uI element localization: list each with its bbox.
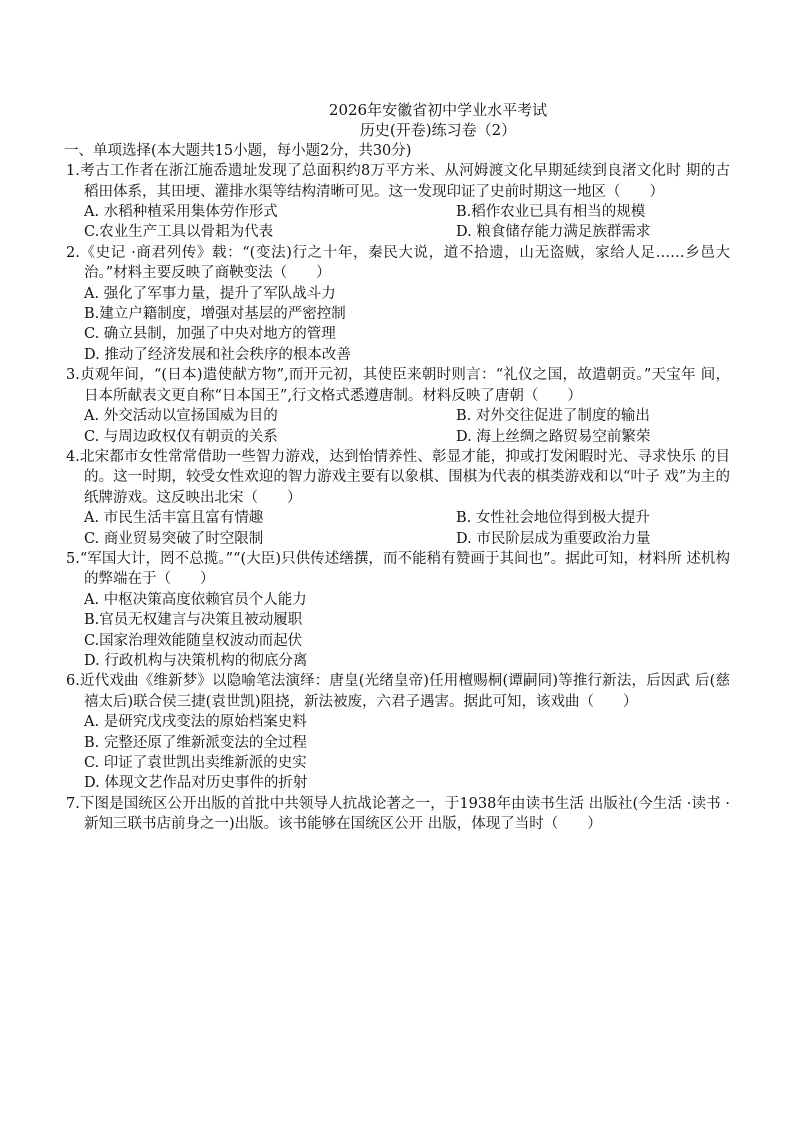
option-group <box>66 712 730 794</box>
option-b[interactable]: B. 女性社会地位得到极大提升 <box>456 510 650 527</box>
option-b[interactable]: B.稻作农业已具有相当的规模 <box>456 204 646 221</box>
exam-subtitle: 历史(开卷)练习卷（2） <box>359 121 517 140</box>
option-c[interactable]: C.农业生产工具以骨耜为代表 <box>84 224 274 241</box>
question-stem: 6.近代戏曲《维新梦》以隐喻笔法演绎：唐皇(光绪皇帝)任用檀赐桐(谭嗣同)等推行新法，后因武 后(慈禧太后)联合侯三捷(袁世凯)阻挠，新法被废，六君子遇害。据此可知，该戏曲（ ） <box>66 673 730 710</box>
question-stem: 3.贞观年间，“(日本)遣使献方物”,而开元初，其使臣来朝时则言：“礼仪之国，故遣朝贡。”天宝年 间，日本所献表文更自称“日本国王”,行文格式悉遵唐制。材料反映了唐朝（ ） <box>66 367 730 404</box>
option-group <box>66 284 730 366</box>
option-d[interactable]: D. 推动了经济发展和社会秩序的根本改善 <box>84 346 351 363</box>
option-group <box>66 202 730 243</box>
option-d[interactable]: D. 市民阶层成为重要政治力量 <box>456 530 651 547</box>
option-d[interactable]: D. 体现文艺作品对历史事件的折射 <box>84 775 308 792</box>
section-title: 一、单项选择(本大题共15小题，每小题2分，共30分) <box>64 142 412 159</box>
option-b[interactable]: B. 完整还原了维新派变法的全过程 <box>84 734 307 751</box>
question-2 <box>66 243 730 365</box>
option-a[interactable]: A. 外交活动以宣扬国威为目的 <box>84 408 278 425</box>
option-group <box>66 590 730 672</box>
question-stem: 2.《史记 ·商君列传》载：“(变法)行之十年，秦民大说，道不拾遗，山无盗贼，家给人足……乡邑大 治。”材料主要反映了商鞅变法（ ） <box>66 244 730 282</box>
question-stem: 1.考古工作者在浙江施岙遗址发现了总面积约8万平方米、从河姆渡文化早期延续到良渚文化时 期的古稻田体系，其田埂、灌排水渠等结构清晰可见。这一发现印证了史前时期这一地区（ ） <box>66 163 730 200</box>
option-group <box>66 406 730 447</box>
option-b[interactable]: B.官员无权建言与决策且被动履职 <box>84 612 303 629</box>
option-c[interactable]: C. 商业贸易突破了时空限制 <box>84 530 264 547</box>
exam-page <box>66 100 730 835</box>
option-d[interactable]: D. 海上丝绸之路贸易空前繁荣 <box>456 428 651 445</box>
option-a[interactable]: A. 是研究戊戌变法的原始档案史料 <box>84 714 307 731</box>
option-a[interactable]: A. 水稻种植采用集体劳作形式 <box>84 204 278 221</box>
option-c[interactable]: C. 确立县制，加强了中央对地方的管理 <box>84 326 336 343</box>
option-c[interactable]: C.国家治理效能随皇权波动而起伏 <box>84 632 303 649</box>
option-d[interactable]: D. 行政机构与决策机构的彻底分离 <box>84 652 308 669</box>
question-6 <box>66 671 730 793</box>
option-d[interactable]: D. 粮食储存能力满足族群需求 <box>456 224 651 241</box>
option-b[interactable]: B.建立户籍制度，增强对基层的严密控制 <box>84 306 346 323</box>
question-5 <box>66 549 730 671</box>
option-a[interactable]: A. 市民生活丰富且富有情趣 <box>84 510 264 527</box>
exam-title: 2026年安徽省初中学业水平考试 <box>328 101 548 119</box>
question-3 <box>66 365 730 447</box>
question-stem: 4.北宋都市女性常常借助一些智力游戏，达到怡情养性、彰显才能，抑或打发闲暇时光、寻求快乐 的目的。这一时期，较受女性欢迎的智力游戏主要有以象棋、围棋为代表的棋类游戏和以“叶子 戏”为主的纸牌游戏。这反映出北宋（ ） <box>66 448 730 506</box>
option-group <box>66 508 730 549</box>
option-b[interactable]: B. 对外交往促进了制度的输出 <box>456 408 650 425</box>
option-a[interactable]: A. 强化了军事力量，提升了军队战斗力 <box>84 285 336 302</box>
question-4 <box>66 447 730 549</box>
question-7 <box>66 794 730 835</box>
question-stem: 7.下图是国统区公开出版的首批中共领导人抗战论著之一，于1938年由读书生活 出版社(今生活 ·读书 ·新知三联书店前身之一)出版。该书能够在国统区公开 出版，体现了当时（ ） <box>66 795 730 833</box>
option-c[interactable]: C. 与周边政权仅有朝贡的关系 <box>84 428 278 445</box>
question-1 <box>66 161 730 243</box>
option-c[interactable]: C. 印证了袁世凯出卖维新派的史实 <box>84 755 307 771</box>
option-a[interactable]: A. 中枢决策高度依赖官员个人能力 <box>84 591 307 608</box>
question-stem: 5.“军国大计，罔不总揽。”“(大臣)只供传述缮撰，而不能稍有赞画于其间也”。据此可知，材料所 述机构的弊端在于（ ） <box>66 550 730 588</box>
